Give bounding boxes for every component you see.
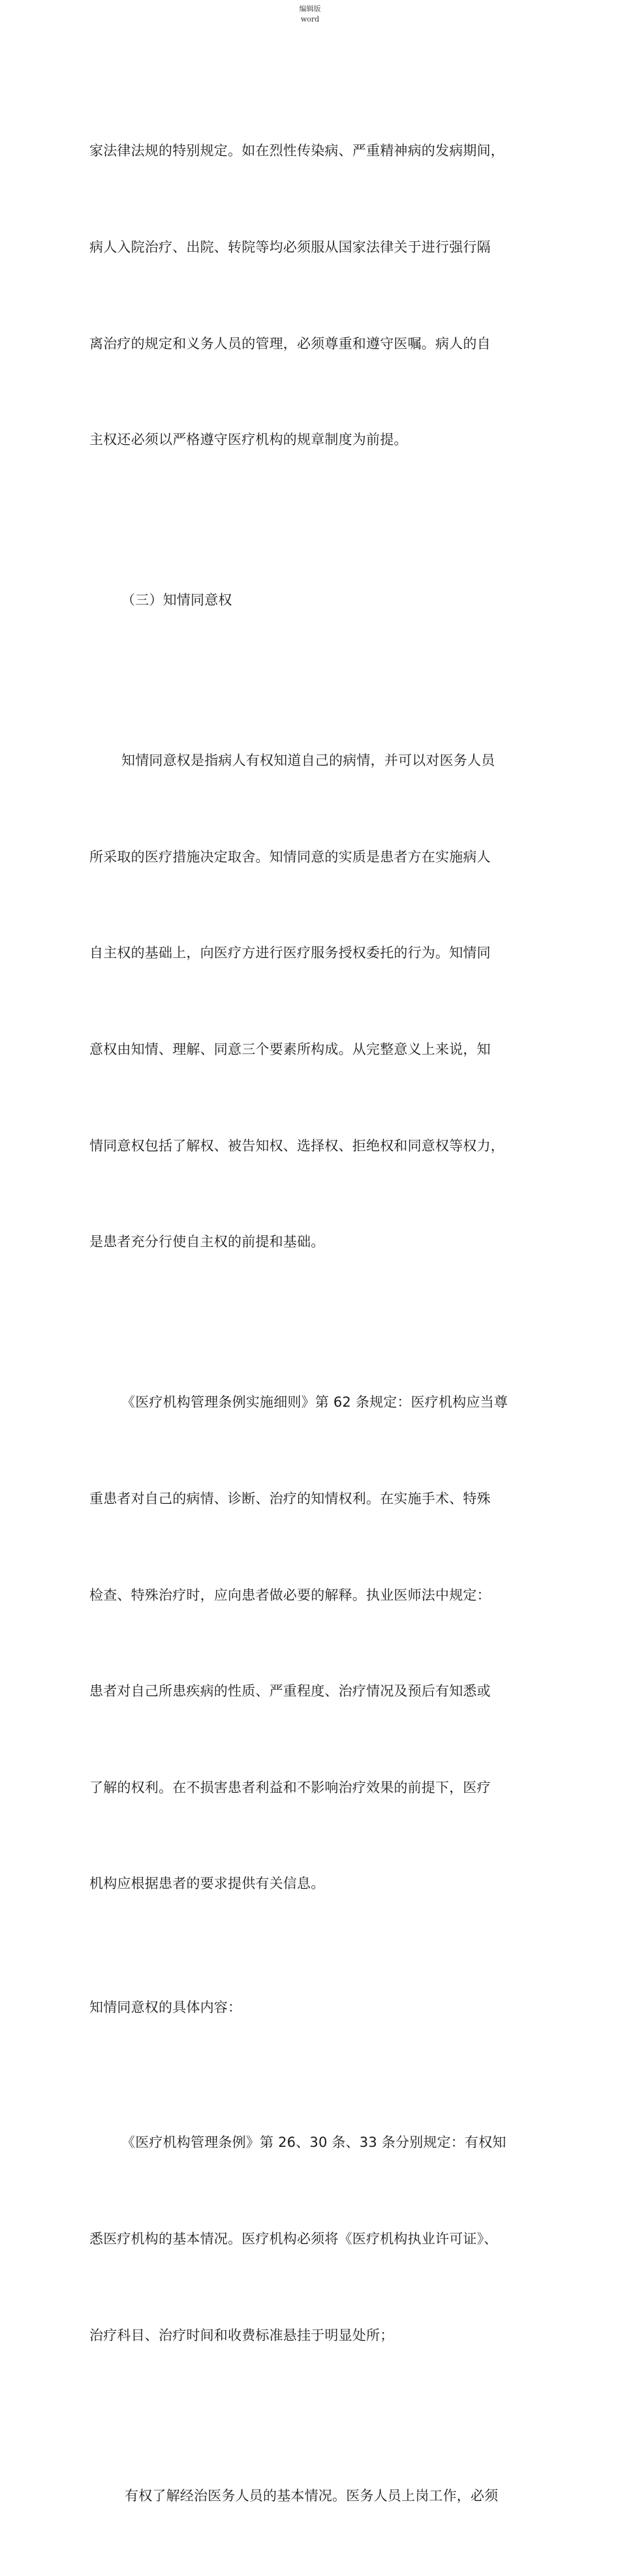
text-line: 家法律法规的特别规定。如在烈性传染病、严重精神病的发病期间， — [89, 143, 504, 159]
text-line: 《医疗机构管理条例》第 26、30 条、33 条分别规定：有权知 — [121, 2134, 506, 2151]
text-line: 治疗科目、治疗时间和收费标准悬挂于明显处所； — [89, 2327, 394, 2343]
header-label: 编辑版 — [299, 5, 321, 13]
text-line: 重患者对自己的病情、诊断、治疗的知情权利。在实施手术、特殊 — [89, 1490, 491, 1506]
text-line: 所采取的医疗措施决定取舍。知情同意的实质是患者方在实施病人 — [89, 848, 491, 865]
paragraph-legal-exceptions — [89, 71, 546, 520]
text-line: 情同意权包括了解权、被告知权、选择权、拒绝权和同意权等权力， — [89, 1137, 504, 1154]
text-line: 《医疗机构管理条例实施细则》第 62 条规定：医疗机构应当尊 — [121, 1394, 508, 1411]
text-line: 病人入院治疗、出院、转院等均必须服从国家法律关于进行强行隔 — [89, 239, 491, 256]
header-sublabel: word — [300, 15, 320, 23]
text-line: 有权了解经治医务人员的基本情况。医务人员上岗工作，必须 — [125, 2487, 499, 2504]
paragraph-regulation-62 — [89, 1323, 546, 1964]
subsection-label — [89, 1958, 546, 2056]
text-line: 自主权的基础上，向医疗方进行医疗服务授权委托的行为。知情同 — [89, 945, 491, 961]
text-line: 是患者充分行使自主权的前提和基础。 — [89, 1234, 325, 1250]
text-line: 患者对自己所患疾病的性质、严重程度、治疗情况及预后有知悉或 — [89, 1683, 491, 1700]
paragraph-informed-consent-definition — [89, 681, 546, 1323]
text-line: 意权由知情、理解、同意三个要素所构成。从完整意义上来说，知 — [89, 1041, 491, 1058]
text-line: 机构应根据患者的要求提供有关信息。 — [89, 1876, 325, 1892]
paragraph-staff-info — [89, 2416, 546, 2576]
text-line: 主权还必须以严格遵守医疗机构的规章制度为前提。 — [89, 432, 408, 448]
text-line: 悉医疗机构的基本情况。医疗机构必须将《医疗机构执业许可证》、 — [89, 2231, 498, 2247]
heading-text: （三）知情同意权 — [121, 592, 232, 608]
text-line: 知情同意权是指病人有权知道自己的病情，并可以对医务人员 — [121, 753, 495, 769]
text-line: 知情同意权的具体内容： — [89, 1999, 242, 2015]
paragraph-regulation-26-30-33 — [89, 2063, 546, 2416]
text-line: 了解的权利。在不损害患者利益和不影响治疗效果的前提下，医疗 — [89, 1779, 491, 1795]
text-line: 离治疗的规定和义务人员的管理，必须尊重和遵守医嘱。病人的自 — [89, 335, 491, 352]
section-heading — [89, 520, 546, 681]
text-line: 检查、特殊治疗时，应向患者做必要的解释。执业医师法中规定： — [89, 1587, 491, 1603]
page-header — [0, 4, 620, 25]
document-body — [89, 71, 546, 2576]
